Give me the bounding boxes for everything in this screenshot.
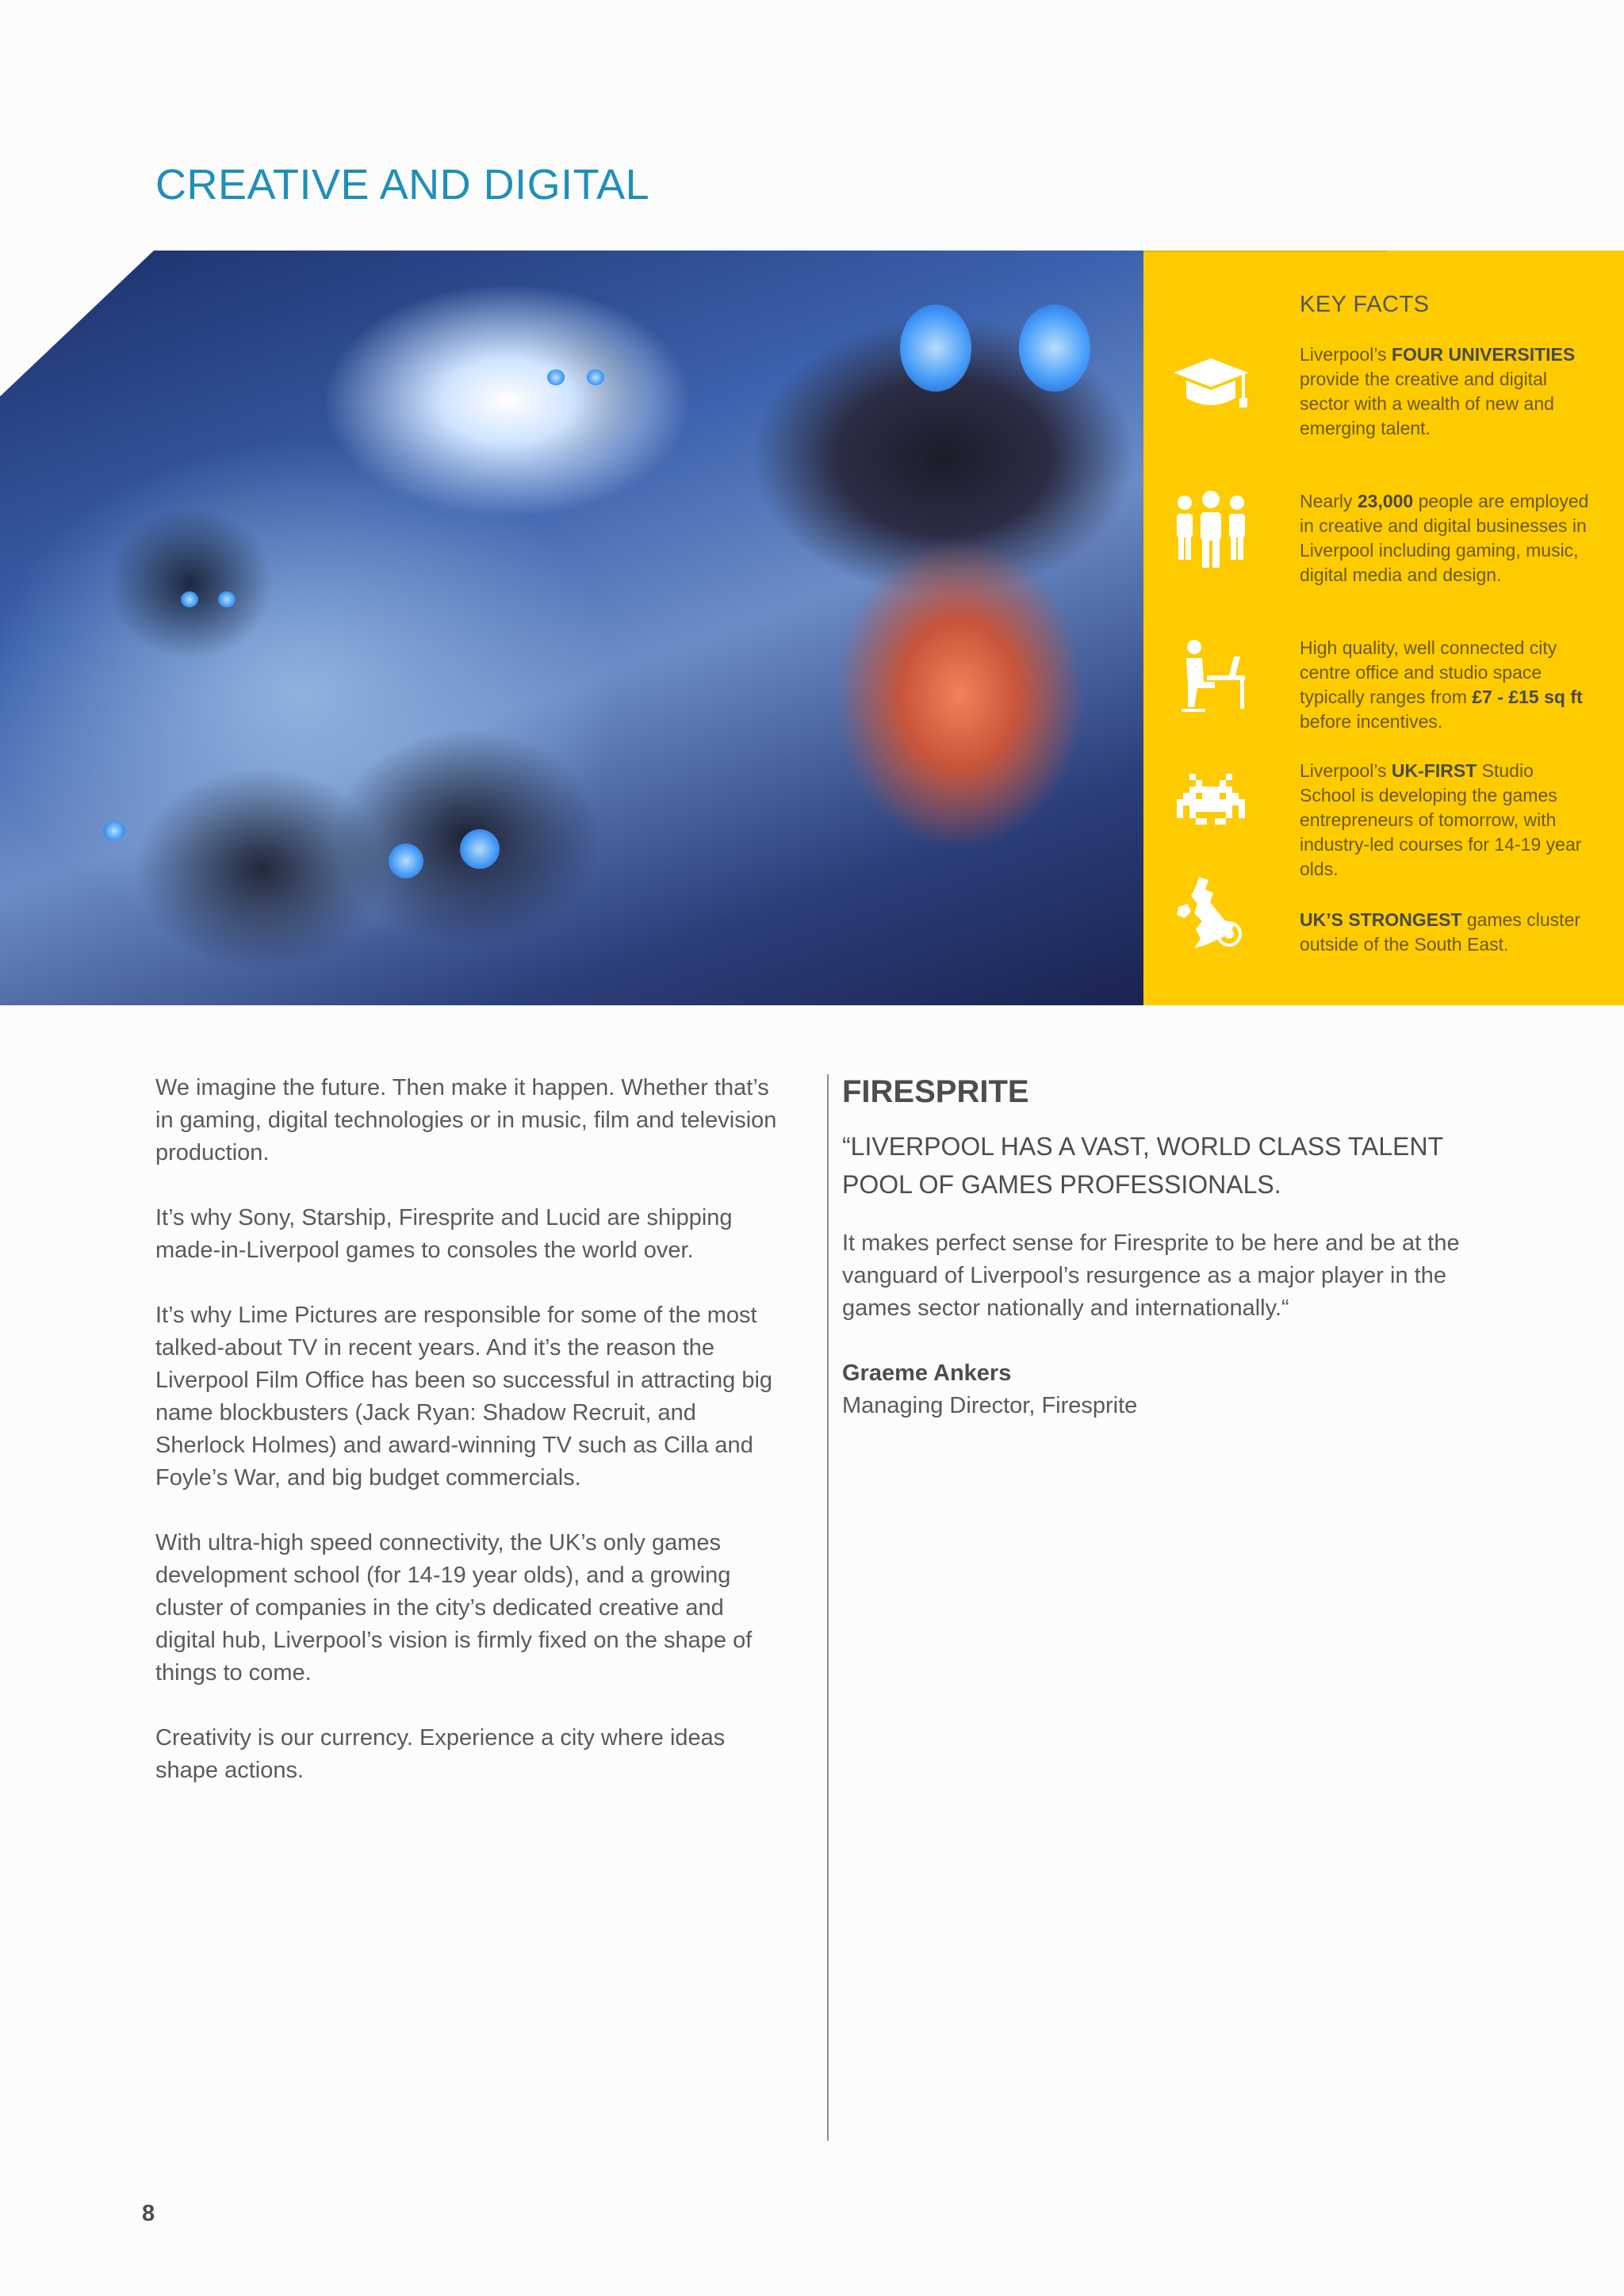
- body-paragraph: It’s why Sony, Starship, Firesprite and Lucid are shipping made-in-Liverpool games to consoles the world over.: [155, 1205, 733, 1263]
- testimonial-author-name: Graeme Ankers: [842, 1360, 1012, 1386]
- people-icon: [1167, 485, 1254, 572]
- key-fact-universities: Liverpool’s FOUR UNIVERSITIES provide the creative and digital sector with a wealth of new and emerging talent.: [1300, 344, 1576, 438]
- testimonial-title: FIRESPRITE: [842, 1074, 1029, 1109]
- page-number: 8: [142, 2201, 155, 2226]
- testimonial-quote: “LIVERPOOL HAS A VAST, WORLD CLASS TALENT POOL OF GAMES PROFESSIONALS.: [842, 1132, 1443, 1199]
- graduation-cap-icon: [1167, 339, 1254, 427]
- body-paragraph: It’s why Lime Pictures are responsible for some of the most talked-about TV in recent years. And it’s the reason the Liverpool Film Office has been so successful in attracting big name blockbusters (Jack Ryan: Shadow Recruit, and Sherlock Holmes) and award-winning TV such as Cilla and Foyle’s War, and big budget commercials.: [155, 1303, 773, 1490]
- space-invader-icon: [1167, 758, 1254, 845]
- key-fact-office-space: High quality, well connected city centre office and studio space typically ranges from £7 - £15 sq ft before incentives.: [1300, 637, 1583, 732]
- testimonial-text: It makes perfect sense for Firesprite to be here and be at the vanguard of Liverpool’s resurgence as a major player in the games sector nationally and internationally.“: [842, 1230, 1460, 1321]
- body-text-column: [155, 1072, 782, 1820]
- key-fact-employment: Nearly 23,000 people are employed in creative and digital businesses in Liverpool including gaming, music, digital media and design.: [1300, 491, 1589, 585]
- page-title: CREATIVE AND DIGITAL: [155, 161, 650, 209]
- body-paragraph: Creativity is our currency. Experience a city where ideas shape actions.: [155, 1725, 726, 1783]
- column-divider: [827, 1074, 829, 2141]
- key-fact-studio-school: Liverpool’s UK-FIRST Studio School is developing the games entrepreneurs of tomorrow, with industry-led courses for 14-19 year olds.: [1300, 760, 1582, 879]
- desk-worker-icon: [1167, 634, 1254, 721]
- body-paragraph: With ultra-high speed connectivity, the UK’s only games development school (for 14-19 year olds), and a growing cluster of companies in the city’s dedicated creative and digital hub, Liverpool’s vision is firmly fixed on the shape of things to come.: [155, 1530, 753, 1686]
- key-facts-title: KEY FACTS: [1300, 292, 1430, 317]
- panel-divider: [1143, 251, 1386, 252]
- testimonial-column: [842, 1072, 1477, 1422]
- body-paragraph: We imagine the future. Then make it happen. Whether that’s in gaming, digital technologies or in music, film and television production.: [155, 1075, 777, 1165]
- testimonial-author-role: Managing Director, Firesprite: [842, 1393, 1138, 1418]
- key-fact-games-cluster: UK’S STRONGEST games cluster outside of the South East.: [1300, 909, 1581, 955]
- uk-map-icon: [1167, 872, 1254, 959]
- robots-hero-image: [0, 251, 1143, 1005]
